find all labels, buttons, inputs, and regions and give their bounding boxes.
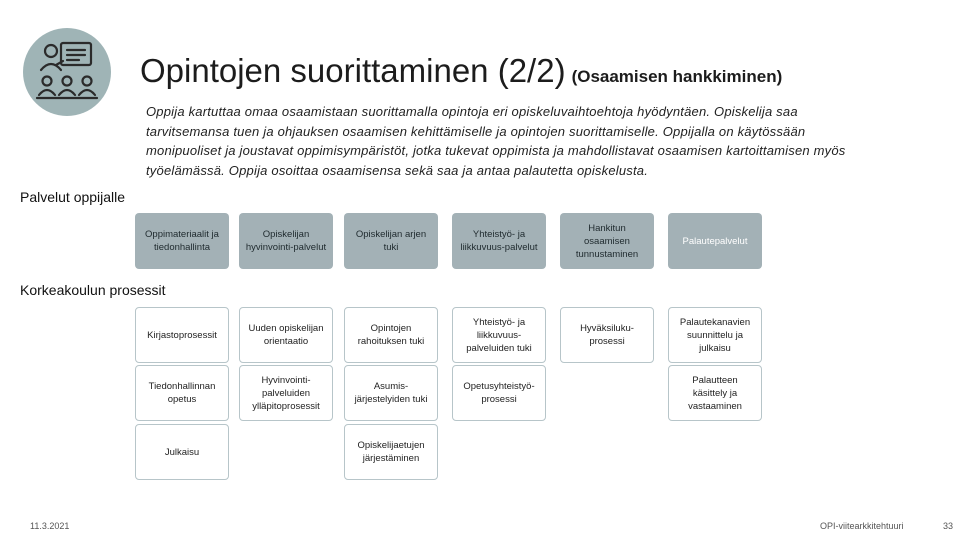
- process-box-library: Kirjastoprosessit: [135, 307, 229, 363]
- title-text: Opintojen suorittaminen (2/2): [140, 52, 566, 89]
- service-box-learning-materials: Oppimateriaalit ja tiedonhallinta: [135, 213, 229, 269]
- page-subtitle: (Osaamisen hankkiminen): [571, 67, 783, 86]
- process-box-credit-transfer: Hyväksiluku-prosessi: [560, 307, 654, 363]
- page-number: 33: [943, 521, 954, 531]
- page-title: [140, 52, 782, 90]
- process-box-teaching-cooperation: Opetusyhteistyö-prosessi: [452, 365, 546, 421]
- service-box-feedback: Palautepalvelut: [668, 213, 762, 269]
- service-box-everyday-support: Opiskelijan arjen tuki: [344, 213, 438, 269]
- process-box-feedback-channels: Palautekanavien suunnittelu ja julkaisu: [668, 307, 762, 363]
- intro-paragraph: Oppija kartuttaa omaa osaamistaan suorittamalla opintoja eri opiskeluvaihtoehtoja hyödyntäen. Opiskelija saa tarvitsemansa tuen ja ohjauksen osaamisen kehittämiselle ja opintojen suorittamiselle. Oppijalla on käytössään monipuoliset ja joustavat oppimisympäristöt, jotka tukevat oppimista ja mahdollistavat osaamisen kartoittamisen myös työelämässä. Oppija osoittaa osaamisensa sekä saa ja antaa palautetta opiskelusta.: [146, 104, 846, 178]
- process-box-student-benefits: Opiskelijaetujen järjestäminen: [344, 424, 438, 480]
- service-box-cooperation-mobility: Yhteistyö- ja liikkuvuus-palvelut: [452, 213, 546, 269]
- process-box-orientation: Uuden opiskelijan orientaatio: [239, 307, 333, 363]
- service-box-wellbeing: Opiskelijan hyvinvointi-palvelut: [239, 213, 333, 269]
- processes-section-label: Korkeakoulun prosessit: [20, 282, 166, 298]
- process-box-mobility-support: Yhteistyö- ja liikkuvuus-palveluiden tuki: [452, 307, 546, 363]
- process-box-housing-support: Asumis-järjestelyiden tuki: [344, 365, 438, 421]
- services-section-label: Palvelut oppijalle: [20, 189, 126, 205]
- classroom-icon: [23, 28, 111, 116]
- process-box-publishing: Julkaisu: [135, 424, 229, 480]
- process-box-information-teaching: Tiedonhallinnan opetus: [135, 365, 229, 421]
- footer-date: 11.3.2021: [30, 521, 70, 531]
- service-box-recognition: Hankitun osaamisen tunnustaminen: [560, 213, 654, 269]
- process-box-feedback-handling: Palautteen käsittely ja vastaaminen: [668, 365, 762, 421]
- process-box-wellbeing-maintenance: Hyvinvointi-palveluiden ylläpitoprosessit: [239, 365, 333, 421]
- process-box-funding-support: Opintojen rahoituksen tuki: [344, 307, 438, 363]
- footer-name: OPI-viitearkkitehtuuri: [820, 521, 904, 531]
